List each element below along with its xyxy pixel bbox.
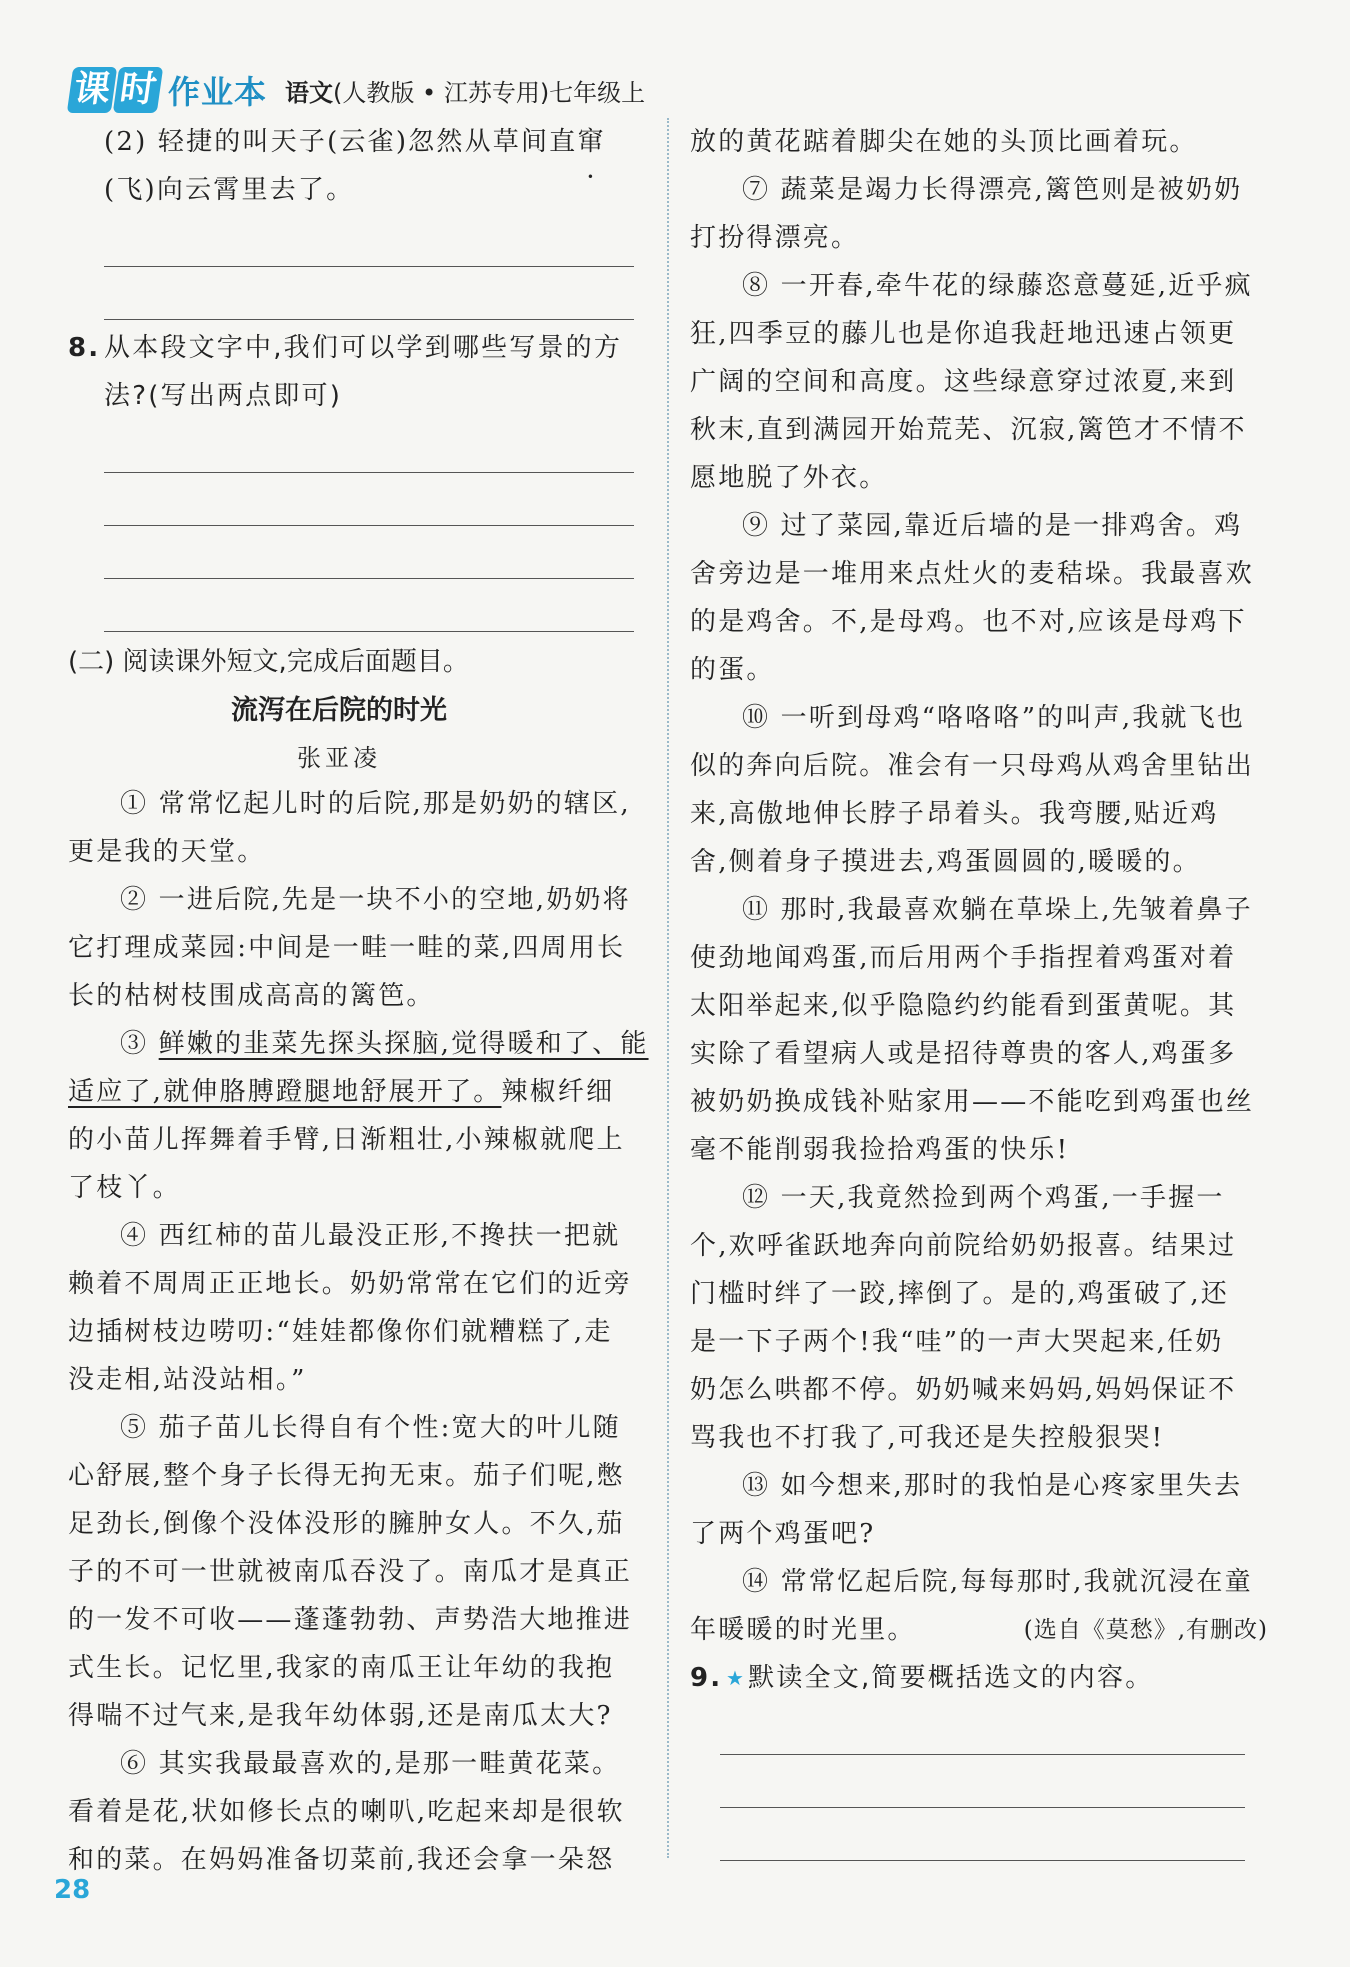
paragraph-13: ⑬ 如今想来,那时的我怕是心疼家里失去 了两个鸡蛋吧? (690, 1471, 1243, 1549)
logo-char-2: 时 (113, 67, 163, 113)
question-number: 8. (68, 333, 101, 363)
answer-line[interactable] (104, 420, 634, 473)
paragraph-5: ⑤ 茄子苗儿长得自有个性:宽大的叶儿随 心舒展,整个身子长得无拘无束。茄子们呢,憋 足劲长,倒像个没体没形的臃肿女人。不久,茄 子的不可一世就被南瓜吞没了。南瓜才是真正 的一发不可收——蓬蓬勃勃、声势浩大地推进 式生长。记忆里,我家的南瓜王让年幼的我抱 得喘不过气来,是我年幼体弱,还是南瓜太大? (68, 1413, 633, 1731)
passage-author: 张亚凌 (297, 744, 381, 772)
answer-line[interactable] (104, 267, 634, 320)
answer-line[interactable] (720, 1702, 1245, 1755)
paragraph-6-continued: 放的黄花踮着脚尖在她的头顶比画着玩。 (690, 127, 1198, 157)
answer-line[interactable] (104, 579, 634, 632)
subject-name: 语文 (285, 78, 334, 107)
emphasized-char: 窜 (577, 127, 606, 157)
paragraph-8: ⑧ 一开春,牵牛花的绿藤恣意蔓延,近乎疯 狂,四季豆的藤儿也是你追我赶地迅速占领更 广阔的空间和高度。这些绿意穿过浓夏,来到 秋末,直到满园开始荒芜、沉寂,篱笆才不情不 愿地脱了外衣。 (690, 271, 1253, 493)
question-8-line2: 法?(写出两点即可) (104, 381, 343, 411)
left-column (68, 118, 649, 1884)
subject-label (285, 73, 645, 108)
paragraph-1: ① 常常忆起儿时的后院,那是奶奶的辖区, 更是我的天堂。 (68, 789, 631, 867)
q7-item2-line2: (飞)向云霄里去了。 (104, 175, 355, 205)
paragraph-4: ④ 西红柿的苗儿最没正形,不搀扶一把就 赖着不周周正正地长。奶奶常常在它们的近旁 边插树枝边唠叨:“娃娃都像你们就糟糕了,走 没走相,站没站相。” (68, 1221, 633, 1395)
paragraph-3: ③ 鲜嫩的韭菜先探头探脑,觉得暖和了、能 适应了,就伸胳膊蹬腿地舒展开了。辣椒纤细 的小苗儿挥舞着手臂,日渐粗壮,小辣椒就爬上 了枝丫。 (68, 1029, 649, 1203)
section-heading: (二) 阅读课外短文,完成后面题目。 (68, 647, 469, 677)
answer-line[interactable] (104, 526, 634, 579)
subject-edition: (人教版 • 江苏专用)七年级上 (333, 78, 646, 107)
answer-line[interactable] (104, 473, 634, 526)
paragraph-11: ⑪ 那时,我最喜欢躺在草垛上,先皱着鼻子 使劲地闻鸡蛋,而后用两个手指捏着鸡蛋对着 太阳举起来,似乎隐隐约约能看到蛋黄呢。其 实除了看望病人或是招待尊贵的客人,鸡蛋多 被奶奶换成钱补贴家用——不能吃到鸡蛋也丝 毫不能削弱我捡拾鸡蛋的快乐! (690, 895, 1255, 1165)
paragraph-2: ② 一进后院,先是一块不小的空地,奶奶将 它打理成菜园:中间是一畦一畦的菜,四周用长 长的枯树枝围成高高的篱笆。 (68, 885, 631, 1011)
answer-line[interactable] (720, 1808, 1245, 1861)
q7-item2-line1: (2) 轻捷的叫天子(云雀)忽然从草间直窜 (104, 127, 606, 157)
underlined-sentence: 适应了,就伸胳膊蹬腿地舒展开了。 (68, 1077, 502, 1107)
question-9: 9. ★默读全文,简要概括选文的内容。 (690, 1654, 1268, 1702)
page-header (70, 64, 645, 116)
paragraph-12: ⑫ 一天,我竟然捡到两个鸡蛋,一手握一 个,欢呼雀跃地奔向前院给奶奶报喜。结果过 门槛时绊了一跤,摔倒了。是的,鸡蛋破了,还 是一下子两个!我“哇”的一声大哭起来,任奶 奶怎么哄都不停。奶奶喊来妈妈,妈妈保证不 骂我也不打我了,可我还是失控般狠哭! (690, 1183, 1237, 1453)
paragraph-9: ⑨ 过了菜园,靠近后墙的是一排鸡舍。鸡 舍旁边是一堆用来点灶火的麦秸垛。我最喜欢 的是鸡舍。不,是母鸡。也不对,应该是母鸡下 的蛋。 (690, 511, 1255, 685)
paragraph-14: ⑭ 常常忆起后院,每每那时,我就沉浸在童 年暖暖的时光里。 (选自《莫愁》,有删改) (690, 1558, 1268, 1654)
paragraph-6: ⑥ 其实我最最喜欢的,是那一畦黄花菜。 看着是花,状如修长点的喇叭,吃起来却是很软 和的菜。在妈妈准备切菜前,我还会拿一朵怒 (68, 1749, 625, 1875)
logo-subtitle: 作业本 (168, 73, 268, 111)
column-divider (667, 118, 669, 1858)
paragraph-7: ⑦ 蔬菜是竭力长得漂亮,篱笆则是被奶奶 打扮得漂亮。 (690, 175, 1243, 253)
right-column (690, 118, 1268, 1861)
answer-line[interactable] (104, 214, 634, 267)
passage-title: 流泻在后院的时光 (231, 695, 447, 726)
brand-logo (70, 67, 267, 113)
question-number: 9. (690, 1663, 723, 1693)
source-citation: (选自《莫愁》,有删改) (1023, 1617, 1268, 1643)
star-icon: ★ (726, 1666, 747, 1690)
underlined-sentence: 鲜嫩的韭菜先探头探脑,觉得暖和了、能 (158, 1029, 649, 1059)
answer-line[interactable] (720, 1755, 1245, 1808)
logo-char-1: 课 (67, 67, 117, 113)
page-number: 28 (54, 1875, 91, 1905)
paragraph-10: ⑩ 一听到母鸡“咯咯咯”的叫声,我就飞也 似的奔向后院。准会有一只母鸡从鸡舍里钻出 来,高傲地伸长脖子昂着头。我弯腰,贴近鸡 舍,侧着身子摸进去,鸡蛋圆圆的,暖暖的。 (690, 703, 1255, 877)
question-8: 8. 从本段文字中,我们可以学到哪些写景的方 (68, 324, 640, 372)
